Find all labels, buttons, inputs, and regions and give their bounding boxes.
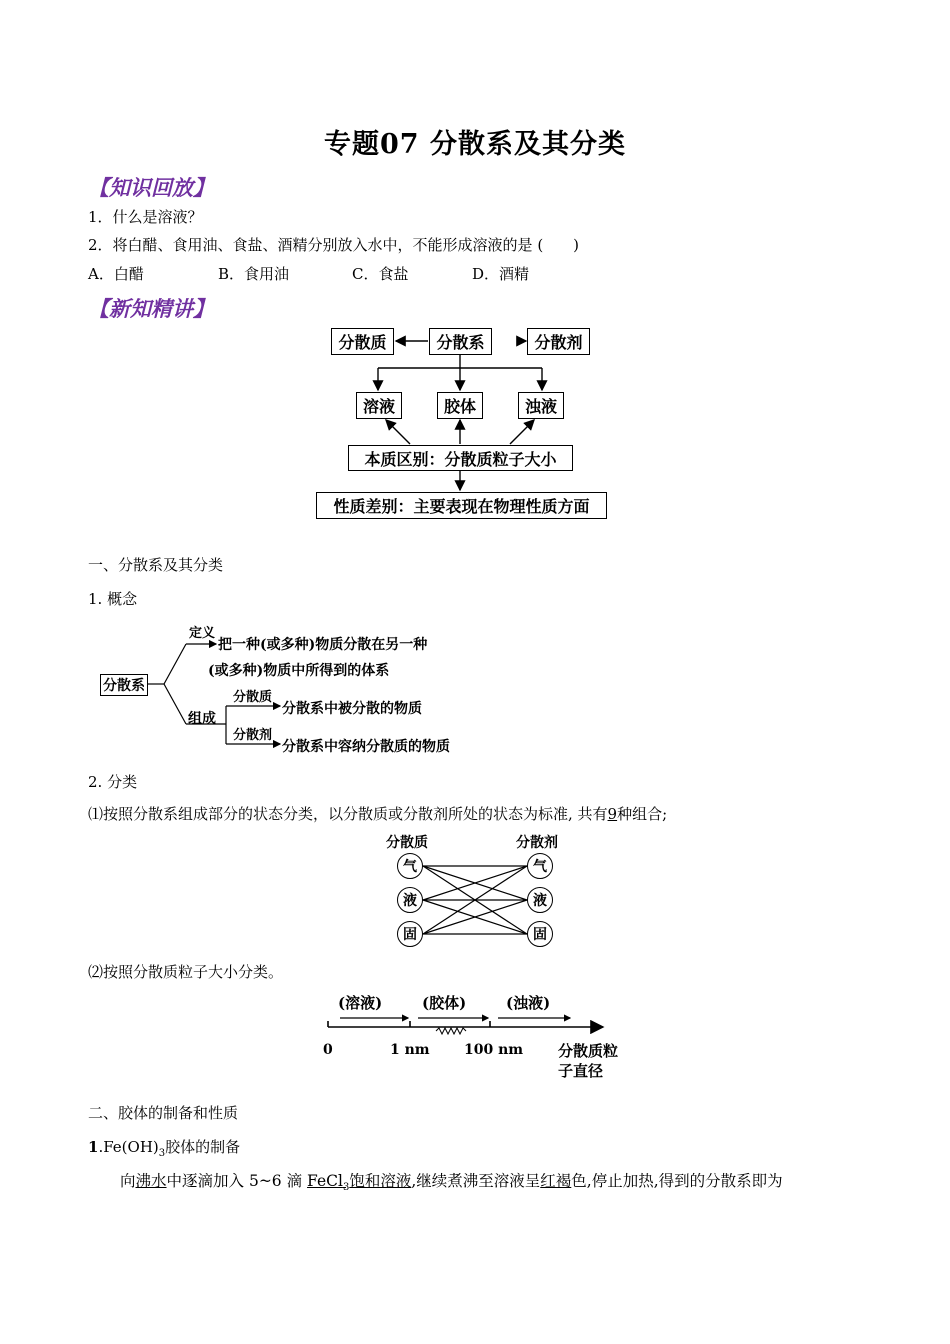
option-b: B．食用油 bbox=[218, 265, 290, 283]
preparation-paragraph bbox=[120, 1171, 783, 1198]
state-combination-diagram bbox=[380, 830, 570, 950]
definition-line-2: (或多种)物质中所得到的体系 bbox=[208, 663, 390, 679]
saturated-solution: 饱和溶液 bbox=[349, 1172, 412, 1190]
essential-difference-box: 本质区别：分散质粒子大小 bbox=[348, 445, 573, 471]
solution-box: 溶液 bbox=[356, 392, 402, 419]
right-gas: 气 bbox=[527, 853, 553, 879]
dispersion-system-box: 分散系 bbox=[429, 328, 492, 355]
classification-title: 2. 分类 bbox=[88, 773, 138, 791]
tick-1nm: 1 nm bbox=[390, 1042, 430, 1058]
preparation-number: 1 bbox=[88, 1138, 99, 1156]
axis-label-line-2: 子直径 bbox=[558, 1062, 604, 1080]
scale-turbid-label: (浊液) bbox=[506, 994, 551, 1012]
boiling-water: 沸水 bbox=[135, 1172, 167, 1190]
section1-heading: 一、分散系及其分类 bbox=[88, 556, 224, 574]
left-liquid: 液 bbox=[397, 887, 423, 913]
fecl3: FeCl bbox=[307, 1172, 343, 1190]
concept-medium-label: 分散剂 bbox=[233, 728, 273, 743]
concept-medium-text: 分散系中容纳分散质的物质 bbox=[282, 739, 450, 755]
option-a: A．白醋 bbox=[88, 265, 144, 283]
axis-label-line-1: 分散质粒 bbox=[558, 1042, 619, 1060]
item1-text: ⑴按照分散系组成部分的状态分类，以分散质或分散剂所处的状态为标准, 共有 bbox=[88, 805, 608, 823]
left-solid: 固 bbox=[397, 921, 423, 947]
para-text-a: 向 bbox=[120, 1172, 136, 1190]
scale-solution-label: (溶液) bbox=[338, 994, 383, 1012]
classification-flow-diagram bbox=[300, 322, 630, 528]
right-solid: 固 bbox=[527, 921, 553, 947]
para-text-b: 中逐滴加入 5~6 滴 bbox=[166, 1172, 308, 1190]
state-left-title: 分散质 bbox=[386, 835, 428, 851]
left-gas: 气 bbox=[397, 853, 423, 879]
dispersed-phase-box: 分散质 bbox=[331, 328, 394, 355]
option-d: D．酒精 bbox=[472, 265, 530, 283]
new-knowledge-heading: 【新知精讲】 bbox=[88, 296, 214, 321]
preparation-title bbox=[88, 1137, 240, 1164]
preparation-title-text: 胶体的制备 bbox=[165, 1138, 241, 1156]
tick-0: 0 bbox=[323, 1042, 333, 1058]
preparation-formula-sub: 3 bbox=[158, 1148, 166, 1159]
page-title: 专题07 分散系及其分类 bbox=[324, 129, 626, 160]
option-c: C．食盐 bbox=[352, 265, 409, 283]
review-question-1: 1．什么是溶液？ bbox=[88, 208, 203, 226]
concept-title: 1. 概念 bbox=[88, 590, 138, 608]
dispersion-medium-box: 分散剂 bbox=[527, 328, 590, 355]
definition-label: 定义 bbox=[189, 626, 216, 641]
concept-dispersed-text: 分散系中被分散的物质 bbox=[282, 701, 422, 717]
property-difference-box: 性质差别：主要表现在物理性质方面 bbox=[316, 492, 607, 519]
section2-heading: 二、胶体的制备和性质 bbox=[88, 1104, 239, 1122]
right-liquid: 液 bbox=[527, 887, 553, 913]
classification-item-2: ⑵按照分散质粒子大小分类。 bbox=[88, 963, 284, 981]
state-right-title: 分散剂 bbox=[516, 835, 558, 851]
turbid-box: 浊液 bbox=[518, 392, 564, 419]
fecl3-sub: 3 bbox=[342, 1182, 350, 1194]
definition-line-1: 把一种(或多种)物质分散在另一种 bbox=[218, 637, 428, 653]
concept-diagram bbox=[96, 618, 496, 758]
classification-item-1 bbox=[88, 804, 667, 824]
review-question-2: 2．将白醋、食用油、食盐、酒精分别放入水中，不能形成溶液的是 ( ) bbox=[88, 236, 580, 254]
scale-colloid-label: (胶体) bbox=[422, 994, 467, 1012]
para-text-d: 色,停止加热,得到的分散系即为 bbox=[571, 1172, 783, 1190]
item1-text-end: 种组合; bbox=[617, 805, 668, 823]
composition-label: 组成 bbox=[188, 711, 216, 727]
colloid-box: 胶体 bbox=[437, 392, 483, 419]
review-heading: 【知识回放】 bbox=[88, 175, 214, 200]
particle-size-scale bbox=[318, 988, 638, 1080]
concept-dispersed-label: 分散质 bbox=[233, 690, 273, 705]
tick-100nm: 100 nm bbox=[464, 1042, 524, 1058]
fecl3-solution bbox=[307, 1172, 412, 1194]
concept-root: 分散系 bbox=[100, 674, 148, 696]
combination-count: 9 bbox=[607, 805, 618, 823]
preparation-formula: .Fe(OH) bbox=[98, 1138, 159, 1156]
para-text-c: ,继续煮沸至溶液呈 bbox=[411, 1172, 541, 1190]
red-brown: 红褐 bbox=[540, 1172, 572, 1190]
